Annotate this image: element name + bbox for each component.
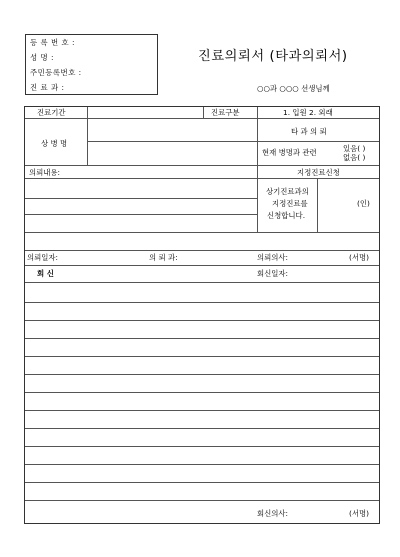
signature-mark: (서명) [349, 253, 370, 262]
category-options: 1. 입원 2. 외래 [283, 108, 333, 117]
signature-mark: (서명) [349, 509, 370, 518]
designated-text-line: 신청합니다. [267, 211, 306, 220]
reply-line [25, 428, 379, 429]
department-label: 진 료 과 : [30, 83, 65, 92]
divider [87, 141, 379, 142]
resident-number-label: 주민등록번호 : [30, 68, 82, 77]
reply-doctor-label: 회신의사: [257, 509, 289, 518]
reply-line [25, 392, 379, 393]
divider [25, 165, 379, 166]
related-yes: 있음( ) [343, 144, 366, 153]
divider [203, 107, 204, 118]
request-content-label: 의뢰내용: [29, 168, 61, 177]
consult-header: 타 과 의 뢰 [291, 127, 327, 136]
reply-date-label: 회신일자: [257, 269, 289, 278]
reply-line [25, 320, 379, 321]
referral-form [24, 106, 380, 524]
divider [25, 232, 379, 233]
reply-line [25, 338, 379, 339]
related-label: 현재 병명과 관련 [262, 148, 317, 157]
reply-line [25, 374, 379, 375]
request-dept-label: 의 뢰 과: [149, 253, 178, 262]
request-date-label: 의뢰일자: [27, 253, 59, 262]
diagnosis-label: 상 병 명 [41, 139, 68, 148]
reply-line [25, 410, 379, 411]
category-label: 진료구분 [211, 108, 240, 117]
document-title: 진료의뢰서 (타과의뢰서) [198, 49, 348, 64]
related-no: 없음( ) [343, 153, 366, 162]
reply-line [25, 500, 379, 501]
registration-number-label: 등 록 번 호 : [30, 38, 75, 47]
reply-line [25, 356, 379, 357]
divider [25, 118, 379, 119]
request-doctor-label: 의뢰의사: [257, 253, 289, 262]
divider [25, 250, 379, 251]
reply-line [25, 446, 379, 447]
divider [257, 107, 258, 232]
period-label: 진료기간 [37, 108, 66, 117]
designated-text-line: 상기진료과의 [266, 187, 309, 196]
designated-request-label: 지정진료신청 [297, 168, 340, 177]
divider [25, 265, 379, 266]
reply-line [25, 464, 379, 465]
designated-text-line: 지정진료를 [272, 199, 308, 208]
divider [25, 214, 257, 215]
seal-mark: (인) [357, 199, 370, 208]
reply-line [25, 302, 379, 303]
reply-line [25, 482, 379, 483]
name-label: 성 명 : [30, 53, 54, 62]
divider [25, 178, 379, 179]
patient-info-box [25, 34, 158, 95]
recipient-line: ○○과 ○○○ 선생님께 [257, 84, 330, 93]
divider [25, 282, 379, 283]
divider [87, 107, 88, 165]
divider [25, 198, 257, 199]
divider [317, 178, 318, 232]
reply-label: 회 신 [37, 269, 54, 278]
